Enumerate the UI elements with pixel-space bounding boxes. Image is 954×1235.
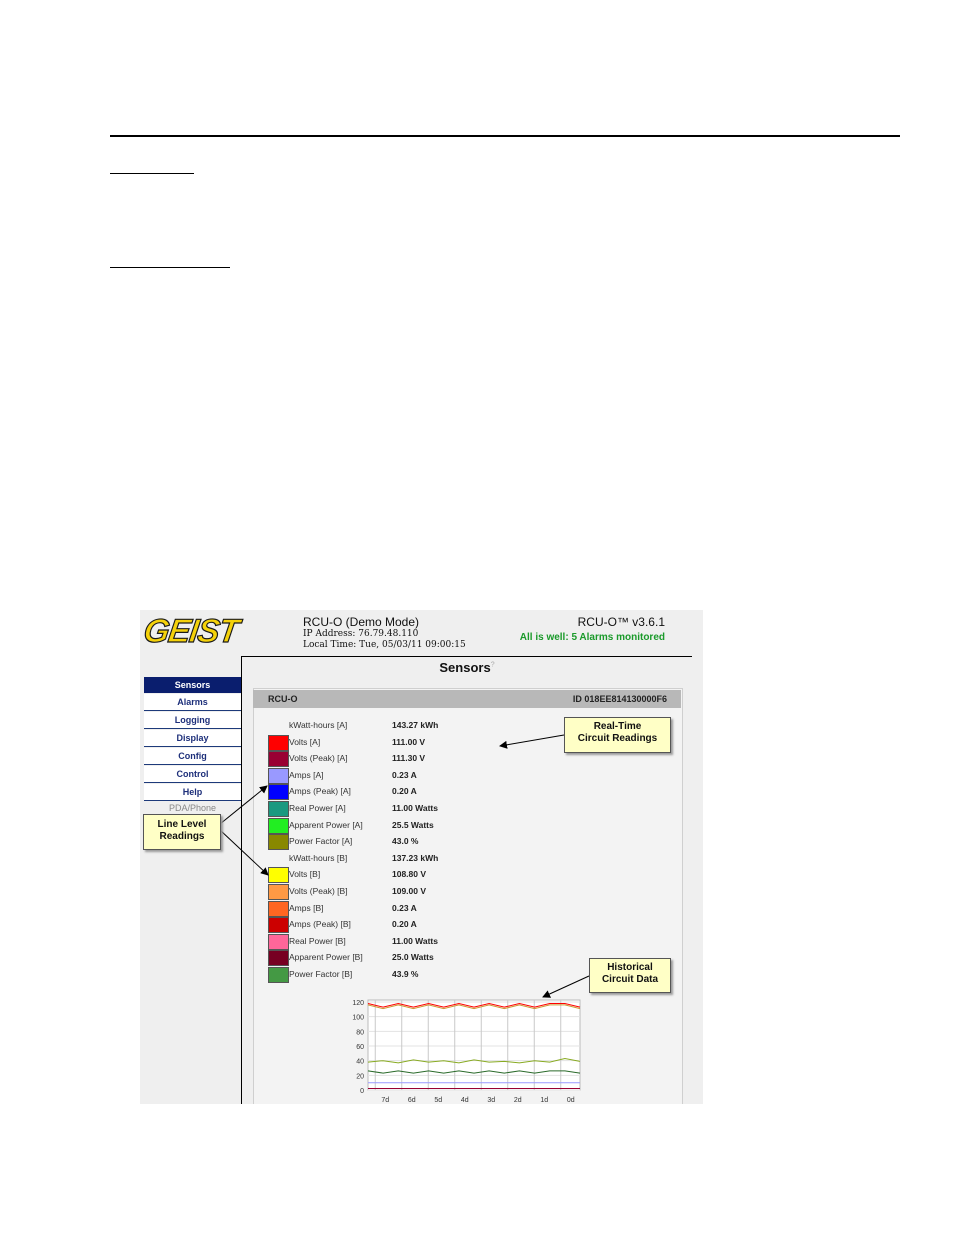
reading-value: 43.9 % [392,969,419,979]
geist-logo: GEIST [141,612,241,649]
reading-value: 137.23 kWh [392,852,439,863]
nav-alarms[interactable]: Alarms [144,694,241,711]
series-color-swatch[interactable] [268,884,289,900]
reading-label: Power Factor [B] [289,969,353,979]
reading-label: kWatt-hours [B] [289,852,348,863]
reading-label: kWatt-hours [A] [289,720,348,730]
reading-label: Volts [A] [289,736,321,747]
series-color-swatch[interactable] [268,751,289,767]
reading-label: Amps [A] [289,769,324,780]
sensor-reading-row [268,751,528,767]
heading-underline-1 [110,173,194,174]
nav-display[interactable]: Display [144,730,241,747]
series-color-swatch[interactable] [268,950,289,966]
device-meta [303,629,466,651]
reading-value: 25.5 Watts [392,819,434,830]
callout-realtime-line-1: Real-Time [593,721,642,732]
series-color-swatch[interactable] [268,784,289,800]
series-color-swatch[interactable] [268,967,289,983]
chart-x-tick-label: 5d [434,1097,443,1104]
reading-label: Volts [B] [289,869,321,880]
ip-address: IP Address: 76.79.48.110 [303,629,419,639]
chart-x-tick-label: 6d [407,1097,416,1104]
chart-x-tick-label: 4d [460,1097,469,1104]
device-name: RCU-O [268,694,298,704]
sensor-reading-row [268,768,528,784]
callout-line-level-line-2: Readings [159,831,205,842]
nav-logging[interactable]: Logging [144,712,241,729]
callout-line-level-line-1: Line Level [157,819,207,830]
reading-value: 111.00 V [392,736,426,747]
reading-label: Volts (Peak) [A] [289,753,348,764]
reading-label: Real Power [B] [289,935,346,946]
reading-label: Amps (Peak) [A] [289,786,351,797]
callout-line-level-readings [143,814,221,850]
reading-label: Volts (Peak) [B] [289,886,348,896]
sensor-reading-row [268,967,528,983]
sensor-reading-row [268,934,528,950]
callout-historical-line-2: Circuit Data [601,974,659,985]
sensor-reading-row [268,851,528,867]
nav-sensors[interactable]: Sensors [144,677,241,693]
heading-underline-2 [110,267,230,268]
series-color-swatch[interactable] [268,834,289,850]
series-color-swatch[interactable] [268,801,289,817]
reading-label: Apparent Power [A] [289,819,363,830]
sensor-reading-row [268,718,528,734]
reading-value: 0.20 A [392,919,417,930]
sensor-reading-row [268,834,528,850]
chart-y-tick-label: 20 [356,1073,364,1081]
series-color-swatch[interactable] [268,934,289,950]
reading-label: Real Power [A] [289,803,346,813]
content-left-border [241,656,242,1104]
series-color-swatch[interactable] [268,867,289,883]
chart-x-tick-label: 7d [381,1097,390,1104]
reading-value: 11.00 Watts [392,935,438,946]
reading-value: 109.00 V [392,886,427,896]
chart-plot-area [368,1000,580,1090]
reading-label: Apparent Power [B] [289,952,363,963]
sensor-reading-row [268,901,528,917]
chart-y-tick-label: 60 [356,1044,364,1051]
reading-value: 108.80 V [392,869,427,880]
rcu-web-interface-screenshot [140,610,703,1104]
series-color-swatch[interactable] [268,917,289,933]
callout-realtime-line-2: Circuit Readings [577,733,658,744]
reading-label: Power Factor [A] [289,836,353,847]
nav-help[interactable]: Help [144,784,241,801]
series-color-swatch[interactable] [268,768,289,784]
sensor-reading-row [268,801,528,817]
callout-historical-line-1: Historical [607,962,653,973]
sensor-reading-row [268,784,528,800]
alarm-status[interactable]: All is well: 5 Alarms monitored [519,632,665,643]
reading-value: 0.20 A [392,786,417,797]
sensor-reading-row [268,735,528,751]
history-chart[interactable] [348,996,588,1104]
reading-value: 143.27 kWh [392,720,439,730]
sensor-reading-row [268,884,528,900]
firmware-version: RCU-O™ v3.6.1 [577,615,665,629]
main-nav [144,677,241,802]
reading-value: 43.0 % [392,836,419,847]
sensor-reading-row [268,950,528,966]
content-top-border [242,656,692,657]
reading-value: 25.0 Watts [392,952,434,963]
document-rule [110,135,900,137]
local-time: Local Time: Tue, 05/03/11 09:00:15 [303,640,466,650]
reading-value: 0.23 A [392,902,417,913]
chart-y-tick-label: 40 [356,1058,364,1066]
chart-y-tick-label: 0 [360,1088,364,1095]
series-color-swatch[interactable] [268,901,289,917]
chart-y-tick-label: 100 [352,1014,364,1022]
reading-label: Amps (Peak) [B] [289,919,351,930]
nav-config[interactable]: Config [144,748,241,765]
chart-y-tick-label: 120 [352,1000,364,1007]
callout-historical-data [589,958,671,993]
reading-label: Amps [B] [289,902,324,913]
sensor-reading-row [268,818,528,834]
sensor-reading-row [268,917,528,933]
reading-value: 0.23 A [392,769,417,780]
chart-x-tick-label: 3d [487,1097,496,1104]
device-id: ID 018EE814130000F6 [572,694,667,704]
chart-x-tick-label: 1d [540,1097,549,1104]
help-mark-icon[interactable]: ? [490,661,495,669]
sensor-reading-row [268,867,528,883]
nav-pda-phone[interactable]: PDA/Phone [168,803,217,813]
page-title: Sensors? [439,660,495,675]
chart-x-tick-label: 0d [566,1097,575,1104]
chart-y-tick-label: 80 [356,1029,364,1037]
reading-value: 111.30 V [392,753,426,764]
device-title: RCU-O (Demo Mode) [303,615,420,629]
nav-control[interactable]: Control [144,766,241,783]
chart-x-tick-label: 2d [513,1097,522,1104]
callout-realtime-readings [564,717,671,753]
series-color-swatch[interactable] [268,818,289,834]
reading-value: 11.00 Watts [392,803,438,813]
series-color-swatch[interactable] [268,735,289,751]
